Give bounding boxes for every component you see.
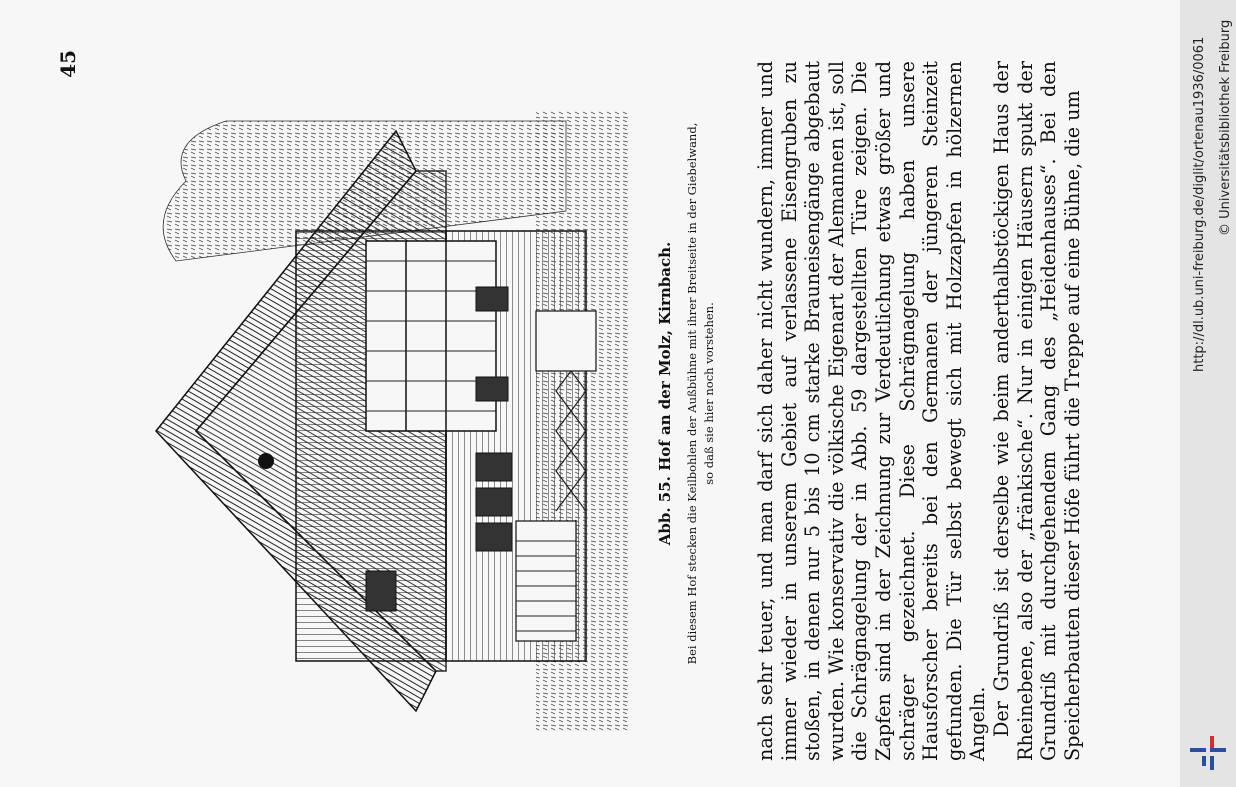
farmhouse-illustration <box>116 111 631 731</box>
figure-caption: Abb. 55. Hof an der Molz, Kirnbach. <box>656 241 674 546</box>
copyright-notice: © Universitätsbibliothek Freiburg <box>1218 19 1233 236</box>
body-text <box>754 61 1084 761</box>
figure-note-line-1: Bei diesem Hof stecken die Keilbohlen der Außbühne mit ihrer Breitseite in der Giebelwand, <box>685 122 699 665</box>
source-url-text[interactable]: http://dl.ub.uni-freiburg.de/diglit/ortenau1936/0061 <box>1192 36 1207 372</box>
figure-note <box>684 76 718 711</box>
paragraph-2: Der Grundriß ist derselbe wie beim anderthalbstöckigen Haus der Rheinebene, also der „fränkische“. Nur in einigen Häusern spukt der Grundriß mit durchgehendem Gang des „Heidenhauses“. Bei den Speicherbauten dieser Höfe führt die Treppe auf eine Bühne, die um <box>989 61 1084 761</box>
library-logo-icon <box>1186 734 1230 774</box>
page-number: 45 <box>56 50 80 78</box>
paragraph-1: nach sehr teuer, und man darf sich daher nicht wundern, immer und immer wieder in unserem Gebiet auf verlassene Eisengruben zu stoßen, in denen nur 5 bis 10 cm starke Brauneisengänge abgebaut wurden. Wie konservativ die völkische Eigenart der Alemannen ist, soll die Schrägnagelung der in Abb. 59 dargestellten Türe zeigen. Die Zapfen sind in der Zeichnung zur Verdeutlichung etwas größer und schräger gezeichnet. Diese Schrägnagelung haben unsere Hausforscher bereits bei den Germanen der jüngeren Steinzeit gefunden. Die Tür selbst bewegt sich mit Holzzapfen in hölzernen Angeln. <box>754 61 990 761</box>
rotated-page-content <box>26 26 1156 761</box>
figure-note-line-2: so daß sie hier noch vorstehen. <box>702 302 716 485</box>
